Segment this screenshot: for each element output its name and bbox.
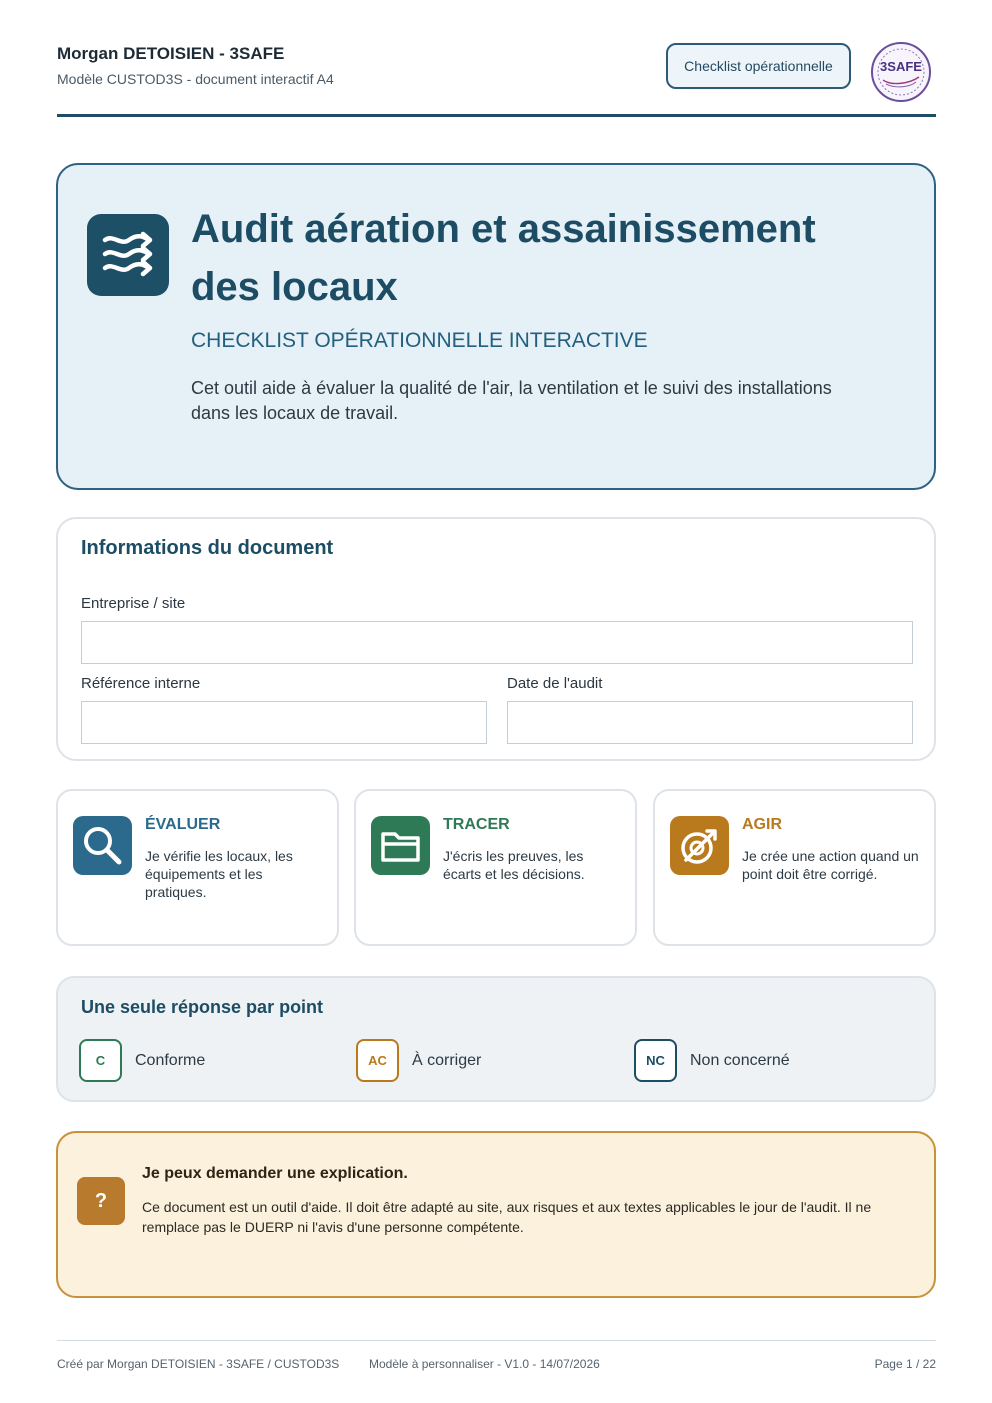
help-title: Je peux demander une explication. (142, 1165, 408, 1182)
folder-icon (371, 816, 430, 875)
page-description: Cet outil aide à évaluer la qualité de l'air, la ventilation et le suivi des installations dans les locaux de travail. (191, 378, 832, 423)
step-card-agir (653, 789, 936, 946)
target-icon (670, 816, 729, 875)
checklist-badge: Checklist opérationnelle (666, 43, 851, 89)
answer-code-badge: NC (634, 1039, 677, 1082)
answer-label: À corriger (412, 1051, 482, 1069)
header-subtitle: Modèle CUSTOD3S - document interactif A4 (57, 71, 334, 87)
step-title: ÉVALUER (145, 816, 221, 833)
page-number: Page 1 / 22 (874, 1357, 936, 1371)
search-icon (73, 816, 132, 875)
airflow-icon (87, 214, 169, 296)
answer-label: Conforme (135, 1051, 206, 1069)
help-text: Ce document est un outil d'aide. Il doit être adapté au site, aux risques et aux textes applicables le jour de l'audit. Il ne remplace pas le DUERP ni l'avis d'une personne compétente. (142, 1199, 872, 1235)
answer-option-a-corriger (356, 1039, 481, 1082)
answer-code-badge: C (79, 1039, 122, 1082)
company-input[interactable] (81, 621, 913, 664)
hero-panel (56, 163, 936, 490)
step-title: AGIR (742, 816, 782, 833)
page-kicker: CHECKLIST OPÉRATIONNELLE INTERACTIVE (191, 329, 648, 352)
audit-date-input[interactable] (507, 701, 913, 744)
document-info-card (56, 517, 936, 761)
answer-legend-title: Une seule réponse par point (81, 997, 324, 1017)
header-divider (57, 114, 936, 117)
reference-input[interactable] (81, 701, 487, 744)
document-info-title: Informations du document (81, 537, 334, 559)
answer-option-non-concerne (634, 1039, 790, 1082)
step-card-evaluer (56, 789, 339, 946)
header-author: Morgan DETOISIEN - 3SAFE (57, 44, 285, 63)
footer-credit: Créé par Morgan DETOISIEN - 3SAFE / CUSTOD3S (57, 1357, 340, 1371)
answer-option-conforme (79, 1039, 205, 1082)
answer-label: Non concerné (690, 1051, 790, 1069)
footer-version: Modèle à personnaliser - V1.0 - 14/07/2026 (369, 1357, 600, 1371)
company-stamp-logo (866, 40, 936, 104)
company-label: Entreprise / site (81, 595, 186, 612)
step-title: TRACER (443, 816, 510, 833)
step-text: J'écris les preuves, les écarts et les décisions. (443, 848, 585, 882)
footer-divider (57, 1340, 936, 1341)
step-card-tracer (354, 789, 637, 946)
answer-legend-card (56, 976, 936, 1102)
answer-code-badge: AC (356, 1039, 399, 1082)
page-title: Audit aération et assainissement des locaux (191, 207, 816, 309)
svg-text:3SAFE: 3SAFE (880, 59, 922, 74)
question-icon: ? (77, 1177, 125, 1225)
reference-label: Référence interne (81, 675, 201, 692)
step-text: Je crée une action quand un point doit être corrigé. (742, 848, 919, 882)
audit-date-label: Date de l'audit (507, 675, 603, 692)
step-text: Je vérifie les locaux, les équipements et les pratiques. (145, 848, 293, 900)
help-notice-card (56, 1131, 936, 1298)
